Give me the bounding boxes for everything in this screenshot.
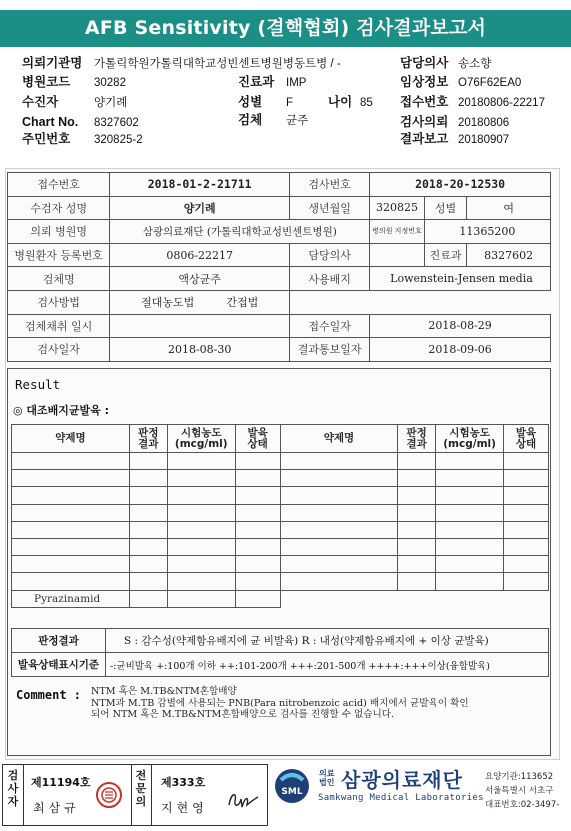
- sml-logo-icon: [273, 766, 311, 804]
- receipt-no-label: 접수번호: [8, 173, 110, 197]
- table-row: [12, 573, 549, 590]
- patient-name-label: 수검자 성명: [8, 196, 110, 220]
- brand-name: 삼광의료재단: [341, 768, 463, 792]
- growth-label: 발육상태표시기준: [12, 653, 106, 677]
- header-patient: 수진자 양기례: [22, 95, 128, 109]
- table-row: [12, 504, 549, 521]
- sensitivity-table: [11, 424, 549, 608]
- svg-text:SML: SML: [281, 787, 303, 797]
- header-receipt-no: 접수번호 20180806-22217: [400, 95, 545, 109]
- header-resident-no: 주민번호 320825-2: [22, 132, 143, 146]
- table-row: [12, 487, 549, 504]
- registration-label: 병원환자 등록번호: [8, 243, 110, 267]
- seal-icon: [96, 782, 122, 808]
- col-drug: 약제명: [12, 425, 130, 453]
- table-row: [12, 521, 549, 538]
- test-no-label: 검사번호: [290, 173, 370, 197]
- department-label: 진료과: [424, 243, 467, 267]
- legend-table: [11, 628, 549, 677]
- test-no: 2018-20-12530: [370, 173, 551, 197]
- tester-label: 검사자: [7, 769, 19, 808]
- specimen-label: 검체명: [8, 267, 110, 291]
- org-line-3: 대표번호:02-3497-: [485, 800, 560, 810]
- table-row: [12, 590, 549, 607]
- header-department: 진료과 IMP: [238, 75, 307, 89]
- judgement-label: 판정결과: [12, 629, 106, 653]
- header-hospital-code: 병원코드 30282: [22, 75, 126, 89]
- info-table: [7, 172, 551, 362]
- footer: [0, 764, 571, 831]
- medium: Lowenstein-Jensen media: [370, 267, 551, 291]
- org-line-1: 요양기관:113652: [485, 772, 554, 782]
- specialist-label: 전문의: [135, 769, 147, 808]
- method-absolute: 절대농도법: [141, 296, 195, 310]
- brand-english: Samkwang Medical Laboratories: [318, 793, 484, 803]
- organization-info: [485, 770, 559, 812]
- notify-date: 2018-09-06: [370, 338, 551, 362]
- col-judgement-2: 판정 결과: [398, 425, 436, 453]
- receipt-no: 2018-01-2-21711: [110, 173, 290, 197]
- specimen: 액상균주: [110, 267, 290, 291]
- table-row: [12, 556, 549, 573]
- header-sex: 성별 F: [238, 95, 294, 109]
- control-growth-label: ◎ 대조배지균발육 :: [13, 404, 110, 417]
- medium-label: 사용배지: [290, 267, 370, 291]
- drug-pyrazinamide: Pyrazinamid: [12, 590, 130, 607]
- signature-icon: [225, 787, 261, 813]
- col-concentration-2: 시험농도 (mcg/ml): [436, 425, 504, 453]
- result-title: Result: [15, 377, 61, 392]
- col-growth-2: 발육 상태: [504, 425, 549, 453]
- chart-no: 8327602: [467, 243, 551, 267]
- header-request-date: 검사의뢰 20180806: [400, 115, 510, 129]
- test-date-label: 검사일자: [8, 338, 110, 362]
- table-row: [12, 538, 549, 555]
- org-line-2: 서울특별시 서초구: [485, 786, 554, 796]
- hospital-label: 의뢰 병원명: [8, 220, 110, 244]
- brand-prefix: 의료 법인: [319, 769, 335, 787]
- col-concentration: 시험농도 (mcg/ml): [167, 425, 235, 453]
- method-indirect: 간접법: [226, 296, 259, 310]
- designation-label: 병의원 지정번호: [370, 220, 425, 244]
- specialist-name: 지현영: [161, 801, 208, 815]
- header-clinical-info: 임상정보 O76F62EA0: [400, 75, 522, 89]
- col-drug-2: 약제명: [280, 425, 398, 453]
- method: [110, 290, 290, 314]
- specialist-license-no: 제333호: [161, 776, 206, 789]
- received-label: 접수일자: [290, 314, 370, 338]
- collection: [110, 314, 290, 338]
- method-label: 검사방법: [8, 290, 110, 314]
- table-row: [12, 453, 549, 470]
- comment-line-2: NTM과 M.TB 감별에 사용되는 PNB(Para nitrobenzoic acid) 배지에서 균발육이 확인: [91, 697, 469, 709]
- comment-line-3: 되어 NTM 혹은 M.TB&NTM혼합배양으로 검사를 진행할 수 없습니다.: [91, 709, 395, 720]
- dob-label: 생년월일: [290, 196, 370, 220]
- table-row: [12, 470, 549, 487]
- header-result-date: 결과보고 20180907: [400, 132, 510, 146]
- notify-label: 결과통보일자: [290, 338, 370, 362]
- tester-name: 최삼규: [33, 801, 80, 815]
- test-date: 2018-08-30: [110, 338, 290, 362]
- doctor: [370, 243, 425, 267]
- judgement-text: S : 감수성(약제함유배지에 균 비발육) R : 내성(약제함유배지에 + 이상 균발육): [106, 629, 549, 653]
- header-age: 나이 85: [328, 95, 373, 109]
- col-judgement: 판정 결과: [129, 425, 167, 453]
- collection-label: 검체채취 일시: [8, 314, 110, 338]
- header-doctor: 담당의사 송소향: [400, 56, 492, 70]
- registration-no: 0806-22217: [110, 243, 290, 267]
- comment-text: [91, 686, 469, 721]
- patient-name: 양기례: [110, 196, 290, 220]
- report-title: AFB Sensitivity (결핵협회) 검사결과보고서: [0, 10, 571, 47]
- header-chart-no: Chart No. 8327602: [22, 115, 139, 129]
- comment-line-1: NTM 혹은 M.TB&NTM혼합배양: [91, 686, 237, 697]
- empty-cell: [290, 290, 551, 314]
- col-growth: 발육 상태: [235, 425, 280, 453]
- sex: 여: [467, 196, 551, 220]
- dob: 320825: [370, 196, 425, 220]
- doctor-label: 담당의사: [290, 243, 370, 267]
- received-date: 2018-08-29: [370, 314, 551, 338]
- sex-label: 성별: [424, 196, 467, 220]
- growth-text: -:균비발육 +:100개 이하 ++:101-200개 +++:201-500개 ++++:+++이상(융합발육): [106, 653, 549, 677]
- header-specimen: 검체 균주: [238, 113, 309, 127]
- hospital-name: 삼광의료재단 (가톨릭대학교성빈센트병원): [110, 220, 370, 244]
- signature-box: [2, 764, 268, 826]
- comment-label: Comment :: [16, 688, 82, 702]
- header-institution: 의뢰기관명 가톨릭학원가톨릭대학교성빈센트병원병동트병 / -: [22, 56, 341, 70]
- designation-no: 11365200: [424, 220, 550, 244]
- tester-license-no: 제11194호: [31, 776, 91, 789]
